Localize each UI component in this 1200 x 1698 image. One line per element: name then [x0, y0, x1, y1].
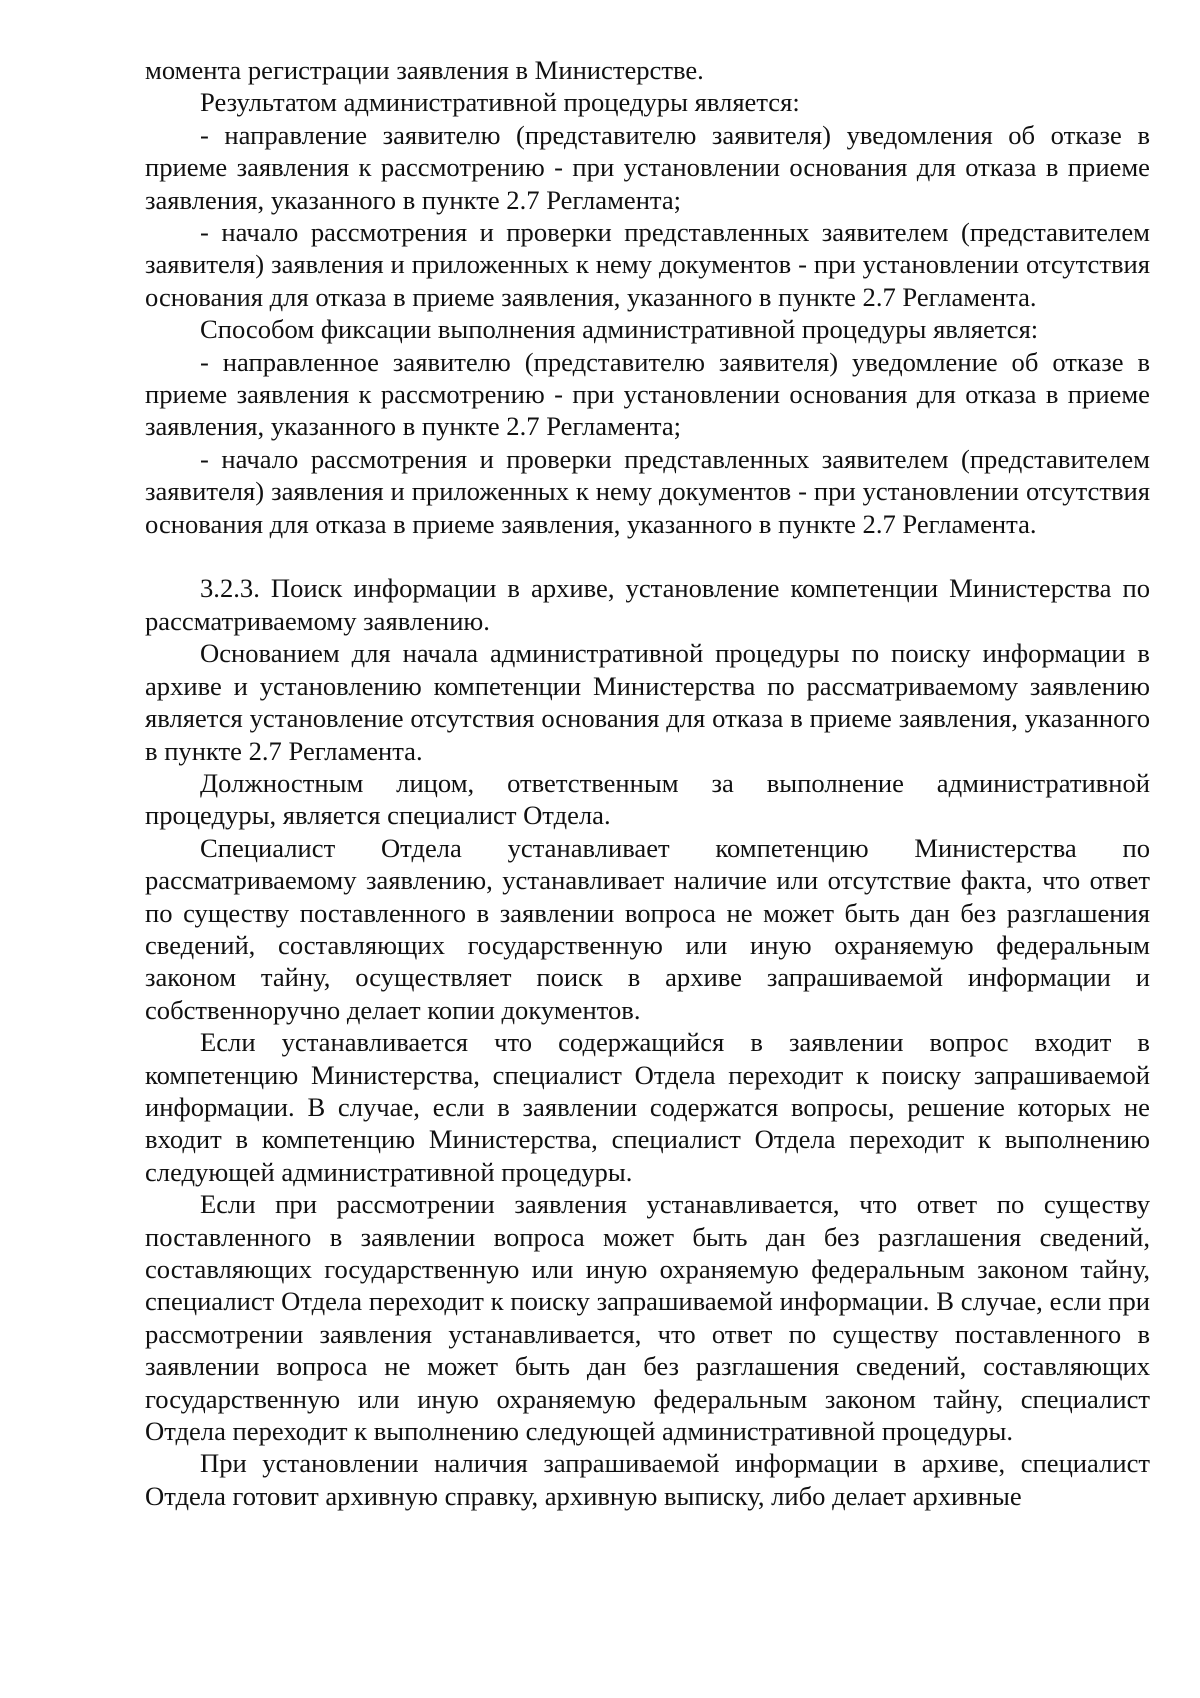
paragraph: - начало рассмотрения и проверки представленных заявителем (представителем заявителя) заявления и приложенных к нему документов - при установлении отсутствия основания для отказа в приеме заявления, указанного в пункте 2.7 Регламента. [145, 443, 1150, 539]
paragraph: - начало рассмотрения и проверки представленных заявителем (представителем заявителя) заявления и приложенных к нему документов - при установлении отсутствия основания для отказа в приеме заявления, указанного в пункте 2.7 Регламента. [145, 217, 1150, 312]
paragraph: Должностным лицом, ответственным за выполнение административной процедуры, является специалист Отдела. [145, 767, 1150, 831]
paragraph: Способом фиксации выполнения административной процедуры является: [200, 314, 1039, 345]
paragraph: Если устанавливается что содержащийся в заявлении вопрос входит в компетенцию Министерства, специалист Отдела переходит к поиску запрашиваемой информации. В случае, если в заявлении содержатся вопросы, решение которых не входит в компетенцию Министерства, специалист Отдела переходит к выполнению следующей административной процедуры. [145, 1027, 1150, 1187]
paragraph: Основанием для начала административной процедуры по поиску информации в архиве и установлению компетенции Министерства по рассматриваемому заявлению является установление отсутствия основания для отказа в приеме заявления, указанного в пункте 2.7 Регламента. [145, 638, 1150, 766]
paragraph: - направленное заявителю (представителю заявителя) уведомление об отказе в приеме заявления к рассмотрению - при установлении основания для отказа в приеме заявления, указанного в пункте 2.7 Регламента; [145, 346, 1150, 442]
paragraph: Если при рассмотрении заявления устанавливается, что ответ по существу поставленного в заявлении вопроса может быть дан без разглашения сведений, составляющих государственную или иную охраняемую федеральным законом тайну, специалист Отдела переходит к поиску запрашиваемой информации. В случае, если при рассмотрении заявления устанавливается, что ответ по существу поставленного в заявлении вопроса не может быть дан без разглашения сведений, составляющих государственную или иную охраняемую федеральным законом тайну, специалист Отдела переходит к выполнению следующей административной процедуры. [145, 1189, 1150, 1447]
paragraph: Результатом административной процедуры является: [200, 87, 800, 118]
paragraph: момента регистрации заявления в Министерстве. [145, 55, 704, 85]
paragraph: При установлении наличия запрашиваемой информации в архиве, специалист Отдела готовит архивную справку, архивную выписку, либо делает архивные [145, 1448, 1150, 1511]
paragraph: Специалист Отдела устанавливает компетенцию Министерства по рассматриваемому заявлению, устанавливает наличие или отсутствие факта, что ответ по существу поставленного в заявлении вопроса не может быть дан без разглашения сведений, составляющих государственную или иную охраняемую федеральным законом тайну, осуществляет поиск в архиве запрашиваемой информации и собственноручно делает копии документов. [145, 832, 1150, 1025]
document-page [145, 54, 1150, 1512]
paragraph: - направление заявителю (представителю заявителя) уведомления об отказе в приеме заявления к рассмотрению - при установлении основания для отказа в приеме заявления, указанного в пункте 2.7 Регламента; [145, 119, 1150, 215]
section-heading: 3.2.3. Поиск информации в архиве, установление компетенции Министерства по рассматриваемому заявлению. [145, 573, 1150, 636]
